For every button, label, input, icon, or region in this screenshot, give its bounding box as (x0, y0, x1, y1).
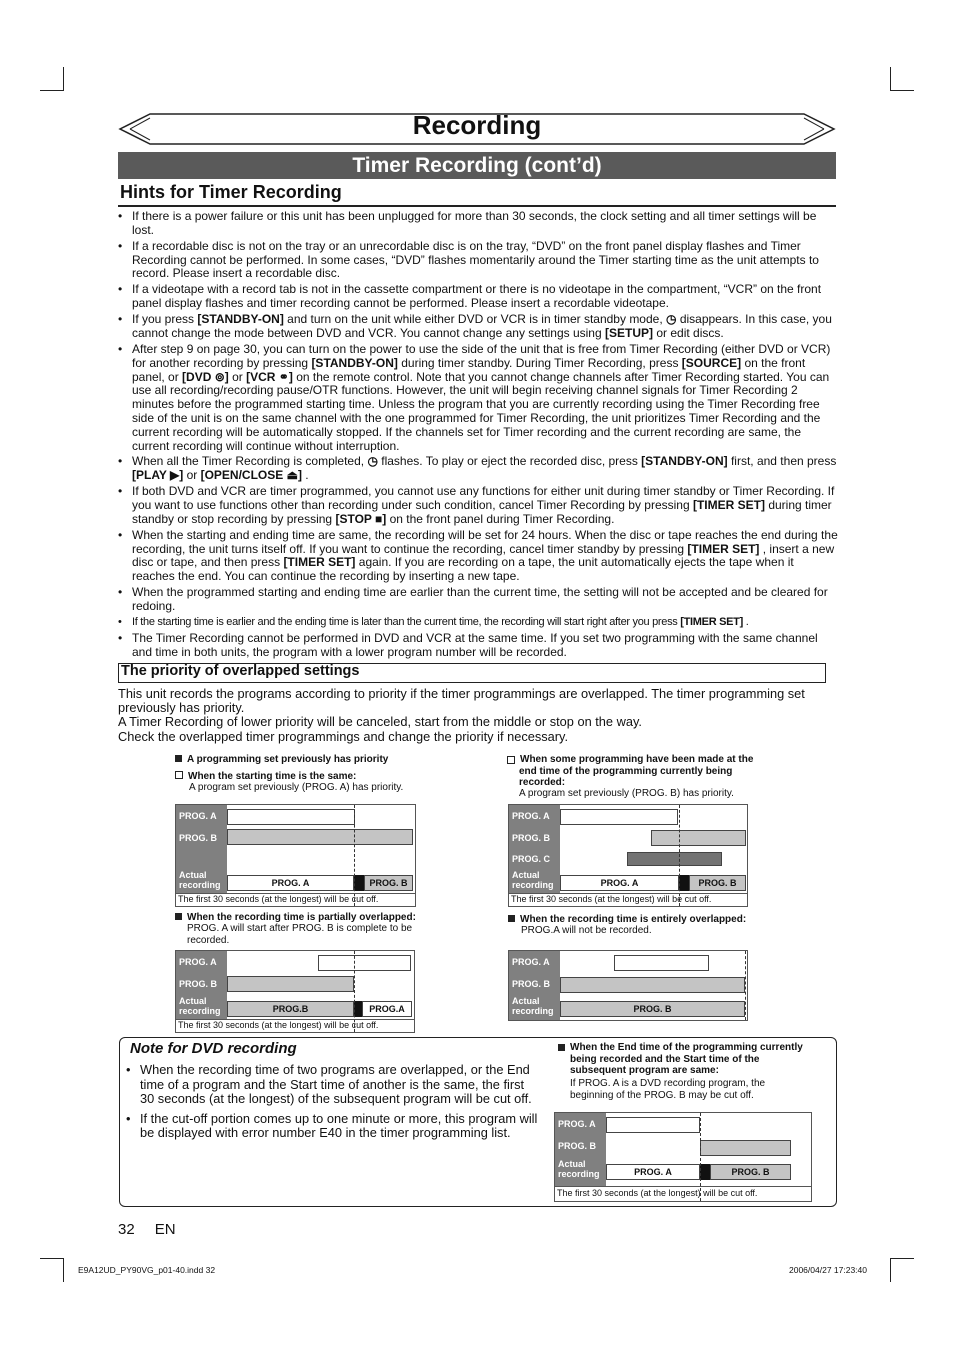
prog-b-label: PROG. B (512, 833, 551, 843)
footer-date: 2006/04/27 17:23:40 (789, 1265, 867, 1275)
prog-a-bar (227, 809, 355, 825)
hint-item: • The Timer Recording cannot be performed in DVD and VCR at the same time. If you set two programming with the same channel and time in both units, the program with a lower program number will be recorded. (118, 632, 838, 660)
filled-square-icon (558, 1044, 565, 1051)
diagram-partial-overlap (175, 950, 415, 1033)
actual-prog-b: PROG. B (710, 1164, 791, 1180)
prog-b-label: PROG. B (512, 979, 551, 989)
hint-item: • When all the Timer Recording is completed, ◷ flashes. To play or eject the recorded disc, press [STANDBY-ON] first, and then press [PLAY ▶] or [OPEN/CLOSE ⏏] . (118, 455, 838, 483)
cutoff-caption: The first 30 seconds (at the longest) will be cut off. (557, 1188, 758, 1198)
actual-recording-label: Actual recording (558, 1159, 600, 1179)
diagram4-desc: PROG.A will not be recorded. (521, 925, 652, 936)
hints-divider (118, 205, 836, 207)
priority-heading: The priority of overlapped settings (121, 663, 360, 679)
actual-recording-label: Actual recording (512, 996, 554, 1016)
hint-item: • If you press [STANDBY-ON] and turn on the unit while either DVD or VCR is in timer standby mode, ◷ disappears. In this case, you cannot change the mode between DVD and VCR. You cannot change any settings using [SETUP] or edit discs. (118, 313, 838, 341)
prog-b-bar (227, 829, 413, 845)
priority-paragraph: This unit records the programs according to priority if the timer programmings are overlapped. The timer programming set previously has priority. (118, 686, 805, 715)
open-square-icon (507, 756, 515, 764)
cutoff-block (679, 875, 689, 891)
actual-recording-label: Actual recording (512, 870, 554, 890)
note-list (124, 1063, 540, 1146)
priority-paragraph: A Timer Recording of lower priority will be canceled, start from the middle or stop on the way. (118, 714, 642, 729)
section-title-bar: Timer Recording (cont’d) (118, 152, 836, 179)
prog-a-label: PROG. A (512, 811, 550, 821)
prog-a-label: PROG. A (512, 957, 550, 967)
hint-item: • If a videotape with a record tab is not in the cassette compartment or there is no videotape in the compartment, “VCR” on the front panel display flashes and timer recording cannot be performed. Please insert a recordable videotape. (118, 283, 838, 311)
page-title: Recording (412, 110, 542, 140)
diagram1-subheading: When the starting time is the same: (175, 771, 475, 783)
diagram-end-time-overlap (508, 804, 748, 907)
note-item: • If the cut-off portion comes up to one minute or more, this program will be displayed with error number E40 in the timer programming list. (124, 1112, 540, 1141)
actual-prog-a: PROG.A (362, 1001, 412, 1017)
hint-item: • If the starting time is earlier and the ending time is later than the current time, the recording will start right after you press [TIMER SET] . (118, 616, 838, 630)
actual-prog-a: PROG. A (606, 1164, 700, 1180)
prog-c-bar (627, 852, 722, 866)
prog-b-label: PROG. B (179, 979, 218, 989)
cutoff-block (354, 1001, 362, 1017)
diagram1-heading: A programming set previously has priority (175, 754, 475, 766)
prog-a-label: PROG. A (558, 1119, 596, 1129)
actual-prog-a: PROG. A (227, 875, 354, 891)
prog-a-bar (318, 955, 411, 971)
hint-item: • If a recordable disc is not on the tray or an unrecordable disc is on the tray, “DVD” on the front panel display flashes and Timer Recording cannot be performed. In some cases, “DVD” flashes momentarily around the Timer starting time as the unit attempts to record. Please insert a recordable disc. (118, 240, 838, 281)
diagram-same-end-start (554, 1112, 812, 1202)
page-number: 32 EN (118, 1221, 176, 1238)
diagram2-desc: PROG. A will start after PROG. B is complete to be recorded. (187, 923, 413, 946)
prog-a-bar (614, 955, 709, 971)
hint-item: • When the programmed starting and ending time are earlier than the current time, the setting will not be accepted and be cleared for redoing. (118, 586, 838, 614)
prog-b-label: PROG. B (558, 1141, 597, 1151)
prog-a-label: PROG. A (179, 811, 217, 821)
prog-a-bar (606, 1117, 700, 1133)
filled-square-icon (175, 913, 182, 920)
hint-item: • If both DVD and VCR are timer programmed, you cannot use any functions for either unit during timer standby or Timer Recording. If you want to use functions other than recording under such condition, cancel Timer Recording by pressing [TIMER SET] during timer standby or stop recording by pressing [STOP ■] on the front panel during Timer Recording. (118, 485, 838, 526)
prog-b-bar (700, 1140, 791, 1156)
footer-file: E9A12UD_PY90VG_p01-40.indd 32 (78, 1265, 216, 1275)
actual-prog-b: PROG. B (689, 875, 746, 891)
diagram3-heading: When some programming have been made at the end time of the programming currently being recorded: (507, 754, 769, 789)
actual-recording-label: Actual recording (179, 996, 221, 1016)
actual-recording-label: Actual recording (179, 870, 221, 890)
priority-paragraph: Check the overlapped timer programmings and change the priority if necessary. (118, 729, 569, 744)
open-square-icon (175, 771, 183, 779)
diagram1-desc: A program set previously (PROG. A) has priority. (189, 782, 404, 793)
prog-b-bar (560, 977, 745, 993)
prog-a-label: PROG. A (179, 957, 217, 967)
diagram-entire-overlap (508, 950, 748, 1021)
cutoff-block (354, 875, 364, 891)
note-item: • When the recording time of two programs are overlapped, or the End time of a program and the Start time of another is the same, the first 30 seconds (at the longest) of the subsequent program will be cut off. (124, 1063, 540, 1107)
actual-prog-b: PROG. B (364, 875, 413, 891)
diagram4-heading: When the recording time is entirely overlapped: (508, 914, 770, 926)
prog-c-label: PROG. C (512, 854, 551, 864)
hints-heading: Hints for Timer Recording (120, 182, 342, 202)
cutoff-caption: The first 30 seconds (at the longest) will be cut off. (178, 1020, 379, 1030)
hint-item: • When the starting and ending time are same, the recording will be set for 24 hours. When the disc or tape reaches the end during the recording, the unit turns itself off. If you want to continue the recording, cancel timer standby by pressing [TIMER SET] , insert a new disc or tape, and then press [TIMER SET] again. If you are recording on a tape, the unit automatically ejects the tape when it reaches the end. You can continue the recording by inserting a new tape. (118, 529, 838, 584)
filled-square-icon (175, 755, 182, 762)
diagram2-heading: When the recording time is partially overlapped: (175, 912, 435, 924)
actual-prog-b: PROG. B (560, 1001, 745, 1017)
cutoff-block (700, 1164, 710, 1180)
diagram5-heading: When the End time of the programming currently being recorded and the Start time of the subsequent program are same: (558, 1042, 808, 1077)
note-title: Note for DVD recording (130, 1040, 297, 1057)
diagram-same-start (175, 804, 416, 907)
prog-b-bar (227, 976, 354, 992)
cutoff-caption: The first 30 seconds (at the longest) will be cut off. (511, 894, 712, 904)
prog-b-bar (651, 830, 746, 846)
hints-list (118, 210, 838, 662)
hint-item: • After step 9 on page 30, you can turn on the power to use the side of the unit that is free from Timer Recording (either DVD or VCR) for another recording by pressing [STANDBY-ON] during timer standby. During Timer Recording, press [SOURCE] on the front panel, or [DVD ⊚] or [VCR ⚭] on the remote control. Note that you cannot change channels after Timer Recording started. You can use all recording/recording pause/OTR functions. However, the unit will begin receiving channel signals for Timer Recording 2 minutes before the programmed starting time. Unless the program that you are currently recording using the Timer Recording free side of the unit is on the same channel with the one programmed for Timer Recording, the unit prioritizes Timer Recording and the current recording will be automatically stopped. If the channels set for Timer recording and the current recording are same, the current recording will continue without interruption. (118, 343, 838, 453)
diagram3-desc: A program set previously (PROG. B) has priority. (519, 788, 734, 799)
prog-b-label: PROG. B (179, 833, 218, 843)
hint-item: • If there is a power failure or this unit has been unplugged for more than 30 seconds, the clock setting and all timer settings will be lost. (118, 210, 838, 238)
filled-square-icon (508, 915, 515, 922)
cutoff-caption: The first 30 seconds (at the longest) will be cut off. (178, 894, 379, 904)
actual-prog-a: PROG. A (560, 875, 679, 891)
actual-prog-b: PROG.B (227, 1001, 354, 1017)
diagram5-desc: If PROG. A is a DVD recording program, the beginning of the PROG. B may be cut off. (570, 1078, 766, 1101)
prog-a-bar (560, 809, 678, 825)
